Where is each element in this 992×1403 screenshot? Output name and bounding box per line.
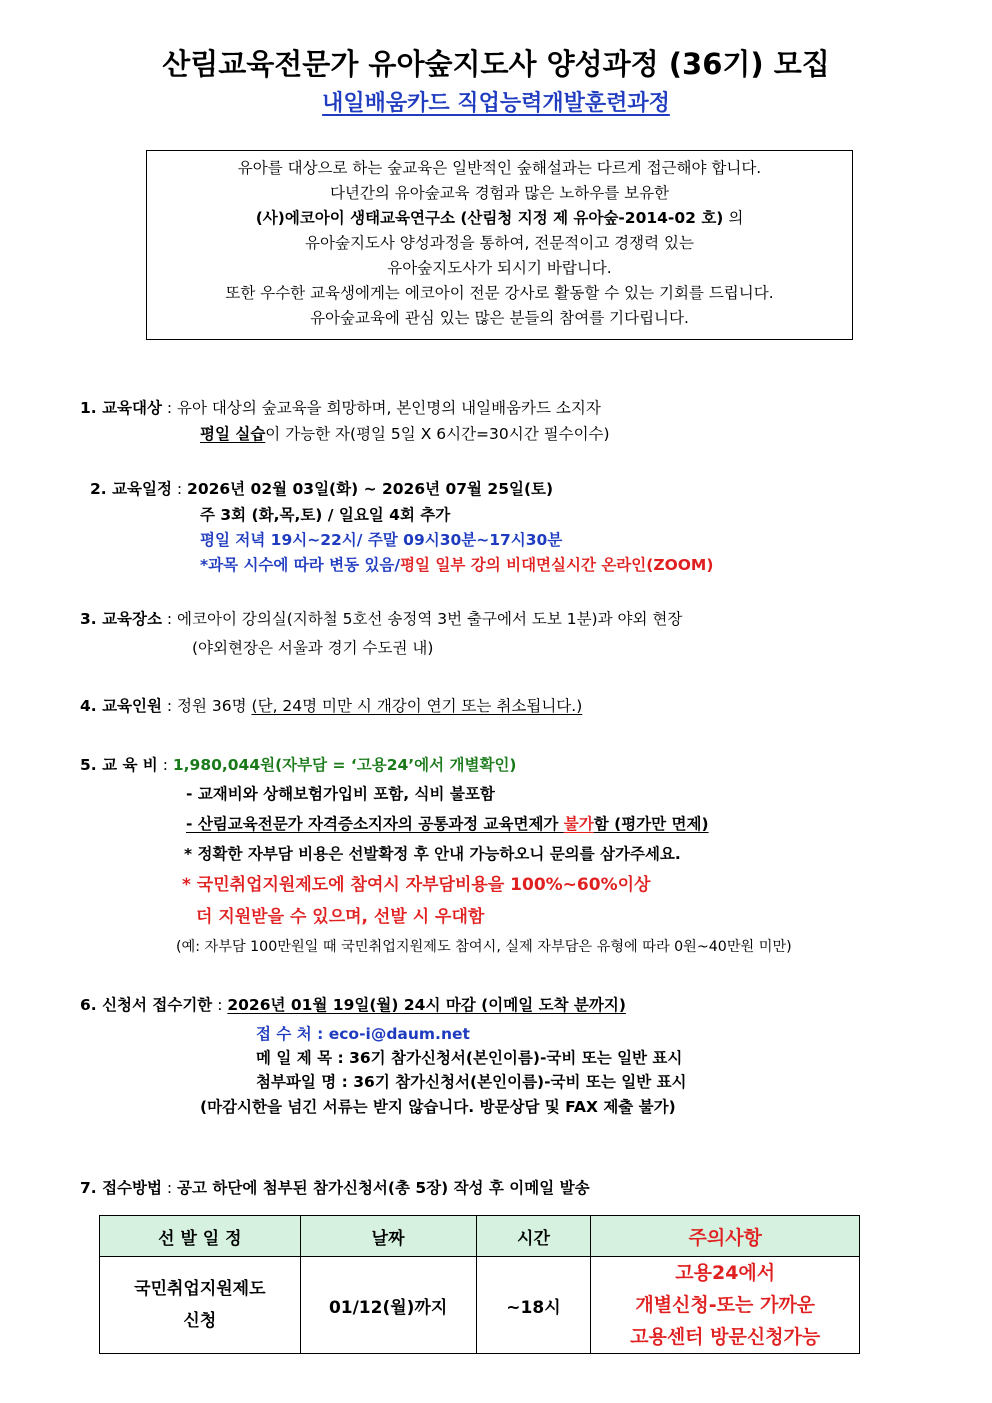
table-header-cell: 선 발 일 정	[100, 1216, 301, 1257]
section-fee	[80, 753, 517, 775]
section-label: 4. 교육인원	[80, 697, 162, 715]
table-cell-date: 01/12(월)까지	[300, 1257, 476, 1354]
table-header-cell: 시간	[476, 1216, 591, 1257]
table-header-cell: 날짜	[300, 1216, 476, 1257]
fee-inquiry-note: * 정확한 자부담 비용은 선발확정 후 안내 가능하오니 문의를 삼가주세요.	[184, 845, 681, 863]
section-label: 6. 신청서 접수기한	[80, 996, 213, 1014]
fee-support-line1: * 국민취업지원제도에 참여시 자부담비용을 100%~60%이상	[182, 875, 651, 895]
intro-line: 유아숲지도사 양성과정을 통하여, 전문적이고 경쟁력 있는	[305, 234, 694, 252]
section-text: 2026년 02월 03일(화) ~ 2026년 07월 25일(토)	[187, 480, 554, 498]
page-subtitle	[0, 86, 992, 117]
deadline-text: 2026년 01월 19일(월) 24시 마감 (이메일 도착 분까지)	[227, 996, 626, 1014]
intro-line: 유아숲교육에 관심 있는 많은 분들의 참여를 기다립니다.	[310, 309, 689, 327]
section-sep: :	[161, 1179, 178, 1197]
section-target	[80, 396, 601, 418]
section-text: 정원 36명	[177, 697, 252, 715]
fee-exemption-b: 함 (평가만 면제)	[593, 815, 709, 833]
section-label: 5. 교 육 비	[80, 756, 158, 774]
section-place	[80, 607, 682, 629]
mail-subject-row	[256, 1046, 682, 1068]
intro-box	[146, 150, 853, 340]
email-row	[256, 1022, 470, 1044]
table-row	[100, 1257, 860, 1354]
intro-line	[147, 206, 852, 231]
table-cell-schedule	[100, 1257, 301, 1354]
section-sep: :	[171, 480, 188, 498]
attachment-row	[256, 1070, 687, 1092]
section-label: 3. 교육장소	[80, 610, 162, 628]
table-header-cell: 주의사항	[591, 1216, 860, 1257]
mail-subject-label: 메 일 제 목	[256, 1049, 333, 1067]
section-label: 7. 접수방법	[80, 1179, 162, 1197]
note-line: 개별신청-또는 가까운	[635, 1294, 816, 1316]
section-sep: :	[161, 399, 178, 417]
page-title: 산림교육전문가 유아숲지도사 양성과정 (36기) 모집	[162, 47, 830, 81]
schedule-note-red: 평일 일부 강의 비대면실시간 온라인(ZOOM)	[400, 556, 714, 574]
intro-line: 유아를 대상으로 하는 숲교육은 일반적인 숲해설과는 다르게 접근해야 합니다.	[237, 159, 762, 177]
fee-exemption-red: 불가	[563, 815, 594, 833]
intro-line: 또한 우수한 교육생에게는 에코아이 전문 강사로 활동할 수 있는 기회를 드립니다.	[225, 284, 774, 302]
section-sep: :	[212, 996, 228, 1014]
fee-amount: 1,980,044원(자부담 = ‘고용24’에서 개별확인)	[172, 756, 517, 774]
intro-line: 유아숲지도사가 되시기 바랍니다.	[387, 259, 612, 277]
schedule-weekly: 주 3회 (화,목,토) / 일요일 4회 추가	[200, 506, 451, 524]
intro-line-tail: 의	[723, 209, 744, 227]
mail-subject-text: : 36기 참가신청서(본인이름)-국비 또는 일반 표시	[332, 1049, 683, 1067]
fee-support-line2: 더 지원받을 수 있으며, 선발 시 우대함	[196, 907, 485, 927]
section-label: 2. 교육일정	[90, 480, 172, 498]
fee-includes: - 교재비와 상해보험가입비 포함, 식비 불포함	[186, 785, 495, 803]
email-label: 접 수 처	[256, 1025, 312, 1043]
section-text: 유아 대상의 숲교육을 희망하며, 본인명의 내일배움카드 소지자	[177, 399, 601, 417]
section-sep: :	[157, 756, 173, 774]
capacity-note: (단, 24명 미만 시 개강이 연기 또는 취소됩니다.)	[251, 697, 583, 715]
selection-schedule-table	[99, 1215, 860, 1354]
table-cell-note	[591, 1257, 860, 1354]
schedule-hours: 평일 저녁 19시~22시/ 주말 09시30분~17시30분	[200, 531, 563, 549]
attachment-label: 첨부파일 명	[256, 1073, 337, 1091]
section-sep: :	[161, 610, 178, 628]
section-label: 1. 교육대상	[80, 399, 162, 417]
section-text: 공고 하단에 첨부된 참가신청서(총 5장) 작성 후 이메일 발송	[177, 1179, 590, 1197]
institute-name: (사)에코아이 생태교육연구소 (산림청 지정 제 유아숲-2014-02 호)	[255, 209, 724, 227]
section-method	[80, 1176, 590, 1198]
section-sep: :	[161, 697, 178, 715]
note-line: 고용24에서	[675, 1262, 776, 1284]
section-text: 에코아이 강의실(지하철 5호선 송정역 3번 출구에서 도보 1분)과 야외 현장	[177, 610, 683, 628]
deadline-notice: (마감시한을 넘긴 서류는 받지 않습니다. 방문상담 및 FAX 제출 불가)	[200, 1098, 676, 1116]
weekday-practice: 평일 실습	[200, 425, 266, 443]
table-header-row	[100, 1216, 860, 1257]
fee-exemption-a: - 산림교육전문가 자격증소지자의 공통과정 교육면제가	[186, 815, 564, 833]
schedule-note	[200, 553, 713, 575]
place-note: (야외현장은 서울과 경기 수도권 내)	[192, 639, 434, 657]
section-target-line2	[200, 422, 610, 444]
attachment-text: : 36기 참가신청서(본인이름)-국비 또는 일반 표시	[336, 1073, 687, 1091]
fee-example: (예: 자부담 100만원일 때 국민취업지원제도 참여시, 실제 자부담은 유형에 따라 0원~40만원 미만)	[176, 939, 792, 955]
section-capacity	[80, 694, 582, 716]
subtitle-text: 내일배움카드 직업능력개발훈련과정	[322, 91, 670, 116]
section-text: 이 가능한 자(평일 5일 X 6시간=30시간 필수이수)	[265, 425, 610, 443]
schedule-line: 국민취업지원제도	[134, 1279, 266, 1299]
intro-line: 다년간의 유아숲교육 경험과 많은 노하우를 보유한	[329, 184, 670, 202]
table-cell-time: ~18시	[476, 1257, 591, 1354]
section-deadline	[80, 993, 626, 1015]
email-address[interactable]: eco-i@daum.net	[328, 1025, 470, 1043]
fee-exemption	[186, 812, 709, 834]
email-sep: :	[311, 1025, 329, 1043]
section-schedule	[90, 477, 553, 499]
schedule-line: 신청	[183, 1311, 217, 1331]
schedule-note-blue: *과목 시수에 따라 변동 있음/	[200, 556, 401, 574]
note-line: 고용센터 방문신청가능	[630, 1326, 821, 1348]
